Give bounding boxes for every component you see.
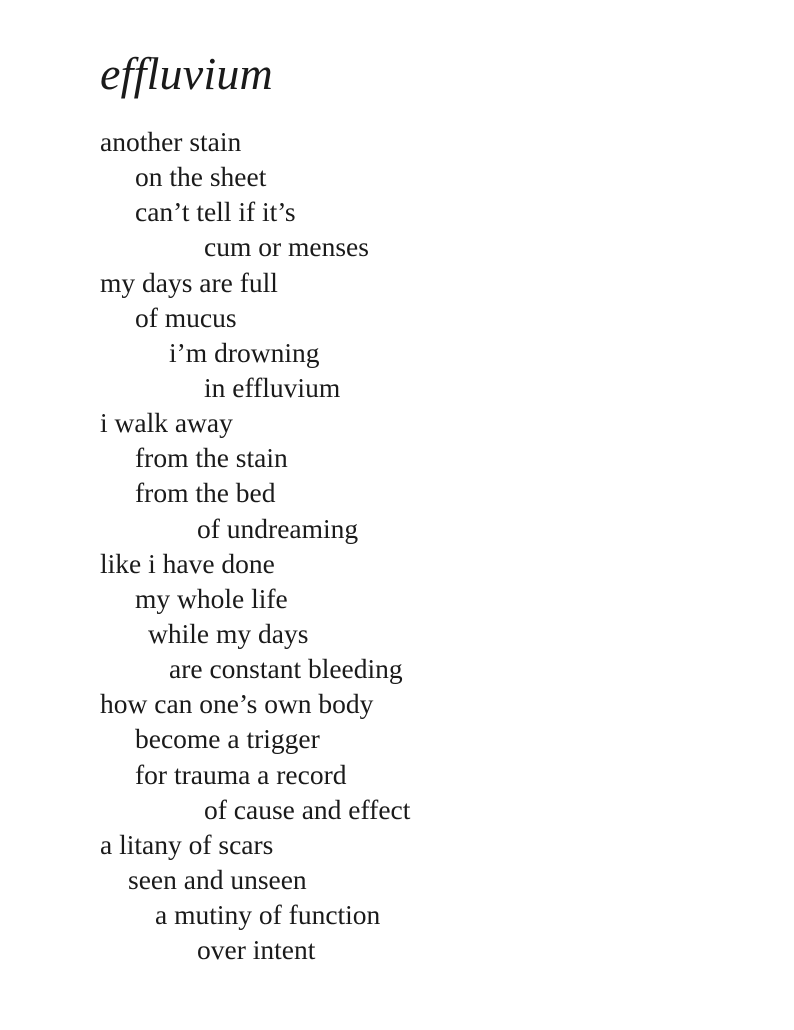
poem-line: over intent bbox=[197, 934, 316, 966]
poem-line: from the bed bbox=[135, 477, 276, 509]
poem-line: my days are full bbox=[100, 266, 278, 298]
poem-line: in effluvium bbox=[204, 371, 341, 403]
poem-body bbox=[100, 124, 410, 967]
poem-line: can’t tell if it’s bbox=[135, 196, 296, 228]
poem-line: become a trigger bbox=[135, 723, 320, 755]
poem-line: for trauma a record bbox=[135, 758, 347, 790]
poem-title: effluvium bbox=[100, 48, 273, 99]
poem-line: of mucus bbox=[135, 301, 237, 333]
poem-line: of undreaming bbox=[197, 512, 359, 544]
poem-line: of cause and effect bbox=[204, 793, 411, 825]
poem-line: from the stain bbox=[135, 442, 288, 474]
poem-line: cum or menses bbox=[204, 231, 369, 263]
poem-line: on the sheet bbox=[135, 161, 267, 193]
poem-line: how can one’s own body bbox=[100, 688, 374, 720]
poem-line: a litany of scars bbox=[100, 828, 274, 860]
poem-line: another stain bbox=[100, 126, 242, 157]
poem-line: i’m drowning bbox=[169, 336, 320, 368]
poem-line: i walk away bbox=[100, 407, 233, 439]
poem-line: a mutiny of function bbox=[155, 899, 381, 931]
poem-line: seen and unseen bbox=[128, 863, 307, 895]
poem-line: like i have done bbox=[100, 547, 275, 579]
poem-line: my whole life bbox=[135, 582, 288, 614]
poem-line: while my days bbox=[148, 617, 309, 649]
poem-line: are constant bleeding bbox=[169, 653, 403, 685]
